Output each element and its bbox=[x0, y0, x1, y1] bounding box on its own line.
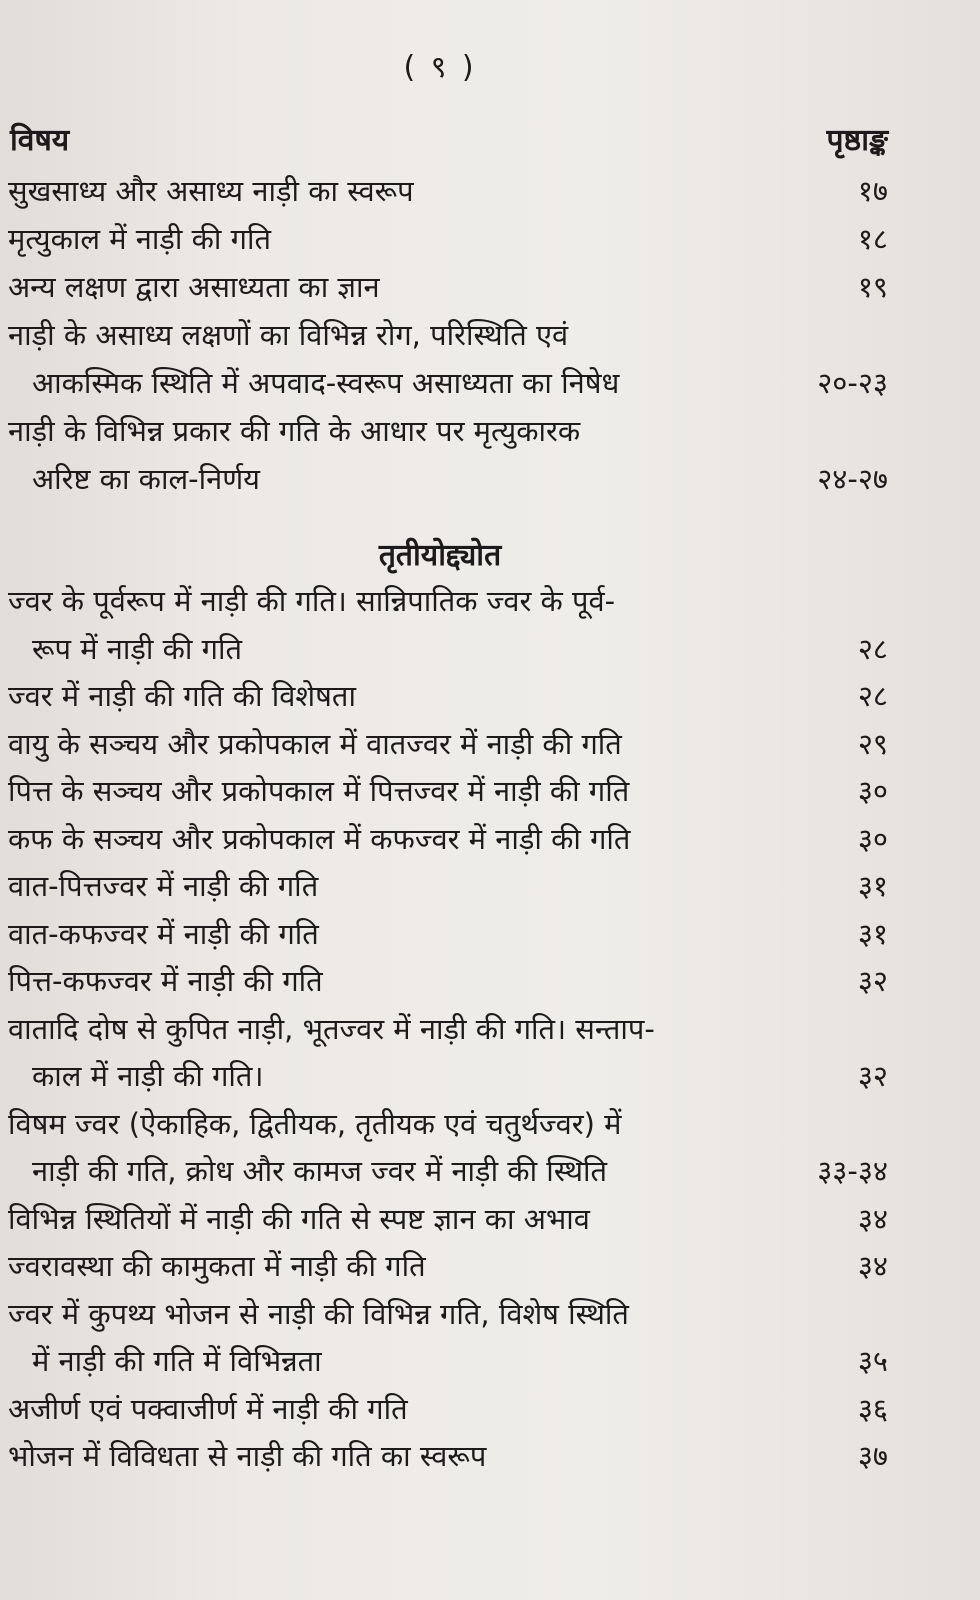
toc-entry bbox=[0, 1108, 888, 1203]
toc-entry bbox=[0, 680, 888, 728]
toc-entry-title-line: रूप में नाड़ी की गति bbox=[32, 631, 243, 666]
page-number: ( ९ ) bbox=[403, 50, 477, 85]
toc-entry-page: २८ bbox=[857, 631, 888, 666]
toc-entry-page: १७ bbox=[857, 174, 888, 208]
toc-entry-title-line: पित्त-कफज्वर में नाड़ी की गति bbox=[8, 964, 323, 998]
toc-entry bbox=[0, 1440, 888, 1488]
toc-entry-page: ३६ bbox=[857, 1391, 888, 1426]
toc-entry-page: १८ bbox=[857, 222, 888, 256]
toc-entry-title-line: ज्वर में नाड़ी की गति की विशेषता bbox=[8, 679, 356, 713]
toc-entry-title-line: विषम ज्वर (ऐकाहिक, द्वितीयक, तृतीयक एवं चतुर्थज्वर) में bbox=[8, 1106, 622, 1141]
toc-entry bbox=[0, 585, 888, 680]
toc-entry-page: २८ bbox=[857, 679, 888, 713]
toc-entry-page: २०-२३ bbox=[817, 366, 888, 400]
toc-entry-title-line: वातादि दोष से कुपित नाड़ी, भूतज्वर में नाड़ी की गति। सन्ताप- bbox=[8, 1011, 655, 1046]
toc-entry-title-line: भोजन में विविधता से नाड़ी की गति का स्वरूप bbox=[8, 1439, 487, 1473]
toc-entry-title-line: ज्वरावस्था की कामुकता में नाड़ी की गति bbox=[8, 1249, 426, 1283]
toc-entry bbox=[0, 271, 888, 319]
toc-entry-title-line: वायु के सञ्चय और प्रकोपकाल में वातज्वर में नाड़ी की गति bbox=[8, 726, 622, 761]
toc-entry-title-line: कफ के सञ्चय और प्रकोपकाल में कफज्वर में नाड़ी की गति bbox=[8, 821, 631, 856]
toc-entry bbox=[0, 1250, 888, 1298]
toc-entry-title-line: नाड़ी की गति, क्रोध और कामज ज्वर में नाड़ी की स्थिति bbox=[32, 1154, 608, 1188]
section-heading: तृतीयोद्द्योत bbox=[378, 538, 502, 573]
toc-entry bbox=[0, 965, 888, 1013]
toc-entry-page: ३१ bbox=[857, 916, 888, 951]
toc-entry-title-line: मृत्युकाल में नाड़ी की गति bbox=[8, 222, 272, 256]
toc-entry-title-line: काल में नाड़ी की गति। bbox=[32, 1059, 264, 1093]
toc-entry-page: २९ bbox=[857, 726, 888, 761]
toc-entry-page: २४-२७ bbox=[817, 462, 888, 496]
subject-column-header: विषय bbox=[10, 123, 70, 158]
toc-entry bbox=[0, 415, 888, 511]
toc-entry-page: ३७ bbox=[857, 1439, 888, 1473]
toc-entry bbox=[0, 775, 888, 823]
page-column-header: पृष्ठाङ्क bbox=[826, 123, 888, 158]
toc-entry-title-line: में नाड़ी की गति में विभिन्नता bbox=[32, 1344, 322, 1378]
toc-entry-page: ३४ bbox=[857, 1201, 888, 1236]
toc-entry bbox=[0, 1013, 888, 1108]
toc-entry-page: ३५ bbox=[857, 1344, 888, 1378]
toc-entry bbox=[0, 823, 888, 871]
toc-entry-page: ३० bbox=[857, 774, 888, 808]
toc-entry bbox=[0, 223, 888, 271]
toc-entry-title-line: पित्त के सञ्चय और प्रकोपकाल में पित्तज्वर में नाड़ी की गति bbox=[8, 774, 630, 808]
toc-entry-title-line: अरिष्ट का काल-निर्णय bbox=[32, 462, 260, 496]
toc-entry-title-line: नाड़ी के असाध्य लक्षणों का विभिन्न रोग, परिस्थिति एवं bbox=[8, 318, 569, 352]
toc-entry-page: ३४ bbox=[857, 1249, 888, 1283]
toc-entry bbox=[0, 1393, 888, 1441]
toc-entry-title-line: नाड़ी के विभिन्न प्रकार की गति के आधार पर मृत्युकारक bbox=[8, 414, 581, 448]
toc-entry-title-line: वात-कफज्वर में नाड़ी की गति bbox=[8, 916, 319, 951]
toc-entry bbox=[0, 1298, 888, 1393]
toc-entry bbox=[0, 918, 888, 966]
toc-entry-page: ३२ bbox=[857, 964, 888, 998]
toc-entry bbox=[0, 1203, 888, 1251]
toc-header bbox=[10, 118, 888, 164]
toc-entry bbox=[0, 870, 888, 918]
toc-entry-title-line: अजीर्ण एवं पक्वाजीर्ण में नाड़ी की गति bbox=[8, 1391, 408, 1426]
toc-entry-page: ३१ bbox=[857, 869, 888, 903]
toc-entry-page: ३३-३४ bbox=[817, 1154, 888, 1188]
toc-entry bbox=[0, 319, 888, 415]
toc-entry-title-line: वात-पित्तज्वर में नाड़ी की गति bbox=[8, 869, 319, 903]
toc-entry-title-line: अन्य लक्षण द्वारा असाध्यता का ज्ञान bbox=[8, 270, 380, 304]
toc-entry bbox=[0, 728, 888, 776]
toc-entry-page: ३० bbox=[857, 821, 888, 856]
toc-entry-page: ३२ bbox=[857, 1059, 888, 1093]
toc-entry bbox=[0, 175, 888, 223]
toc-entry-title-line: ज्वर में कुपथ्य भोजन से नाड़ी की विभिन्न गति, विशेष स्थिति bbox=[8, 1296, 629, 1331]
toc-entry-title-line: ज्वर के पूर्वरूप में नाड़ी की गति। सान्निपातिक ज्वर के पूर्व- bbox=[8, 584, 616, 618]
toc-entry-title-line: विभिन्न स्थितियों में नाड़ी की गति से स्पष्ट ज्ञान का अभाव bbox=[8, 1201, 590, 1236]
toc-entry-title-line: आकस्मिक स्थिति में अपवाद-स्वरूप असाध्यता का निषेध bbox=[32, 366, 620, 400]
toc-entry-page: १९ bbox=[857, 270, 888, 304]
toc-entry-title-line: सुखसाध्य और असाध्य नाड़ी का स्वरूप bbox=[8, 174, 414, 208]
